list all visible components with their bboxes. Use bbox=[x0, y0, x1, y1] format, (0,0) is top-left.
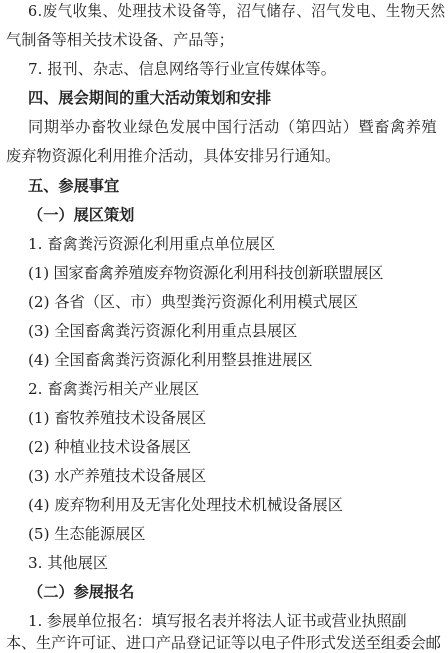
section-heading: 四、展会期间的重大活动策划和安排 bbox=[28, 89, 271, 107]
section-heading: 五、参展事宜 bbox=[28, 177, 120, 195]
subsection-heading: （一）展区策划 bbox=[28, 206, 135, 224]
list-item: (2) 各省（区、市）典型粪污资源化利用模式展区 bbox=[28, 293, 359, 311]
text-line: 1. 畜禽粪污资源化利用重点单位展区 bbox=[28, 235, 276, 253]
list-item: (4) 全国畜禽粪污资源化利用整县推进展区 bbox=[28, 351, 313, 369]
list-item: (2) 种植业技术设备展区 bbox=[28, 438, 192, 456]
list-item: (1) 畜牧养殖技术设备展区 bbox=[28, 409, 207, 427]
text-line: 废弃物资源化利用推介活动，具体安排另行通知。 bbox=[6, 147, 341, 165]
list-item: (5) 生态能源展区 bbox=[28, 525, 146, 543]
list-item: (3) 全国畜禽粪污资源化利用重点县展区 bbox=[28, 322, 298, 340]
list-item: (3) 水产养殖技术设备展区 bbox=[28, 467, 207, 485]
text-line: 同期举办畜牧业绿色发展中国行活动（第四站）暨畜禽养殖 bbox=[28, 118, 438, 136]
text-line: 本、生产许可证、进口产品登记证等以电子件形式发送至组委会邮 bbox=[6, 634, 441, 652]
text-line: 3. 其他展区 bbox=[28, 554, 109, 572]
text-line: 1. 参展单位报名：填写报名表并将法人证书或营业执照副 bbox=[28, 612, 407, 630]
text-line: 7. 报刊、杂志、信息网络等行业宣传媒体等。 bbox=[28, 60, 336, 78]
list-item: (4) 废弃物利用及无害化处理技术机械设备展区 bbox=[28, 496, 343, 514]
text-line: 2. 畜禽粪污相关产业展区 bbox=[28, 380, 200, 398]
subsection-heading: （二）参展报名 bbox=[28, 583, 135, 601]
text-line: 6.废气收集、处理技术设备等，沼气储存、沼气发电、生物天然 bbox=[28, 2, 446, 20]
list-item: (1) 国家畜禽养殖废弃物资源化利用科技创新联盟展区 bbox=[28, 264, 384, 282]
text-line: 气制备等相关技术设备、产品等； bbox=[6, 31, 234, 49]
